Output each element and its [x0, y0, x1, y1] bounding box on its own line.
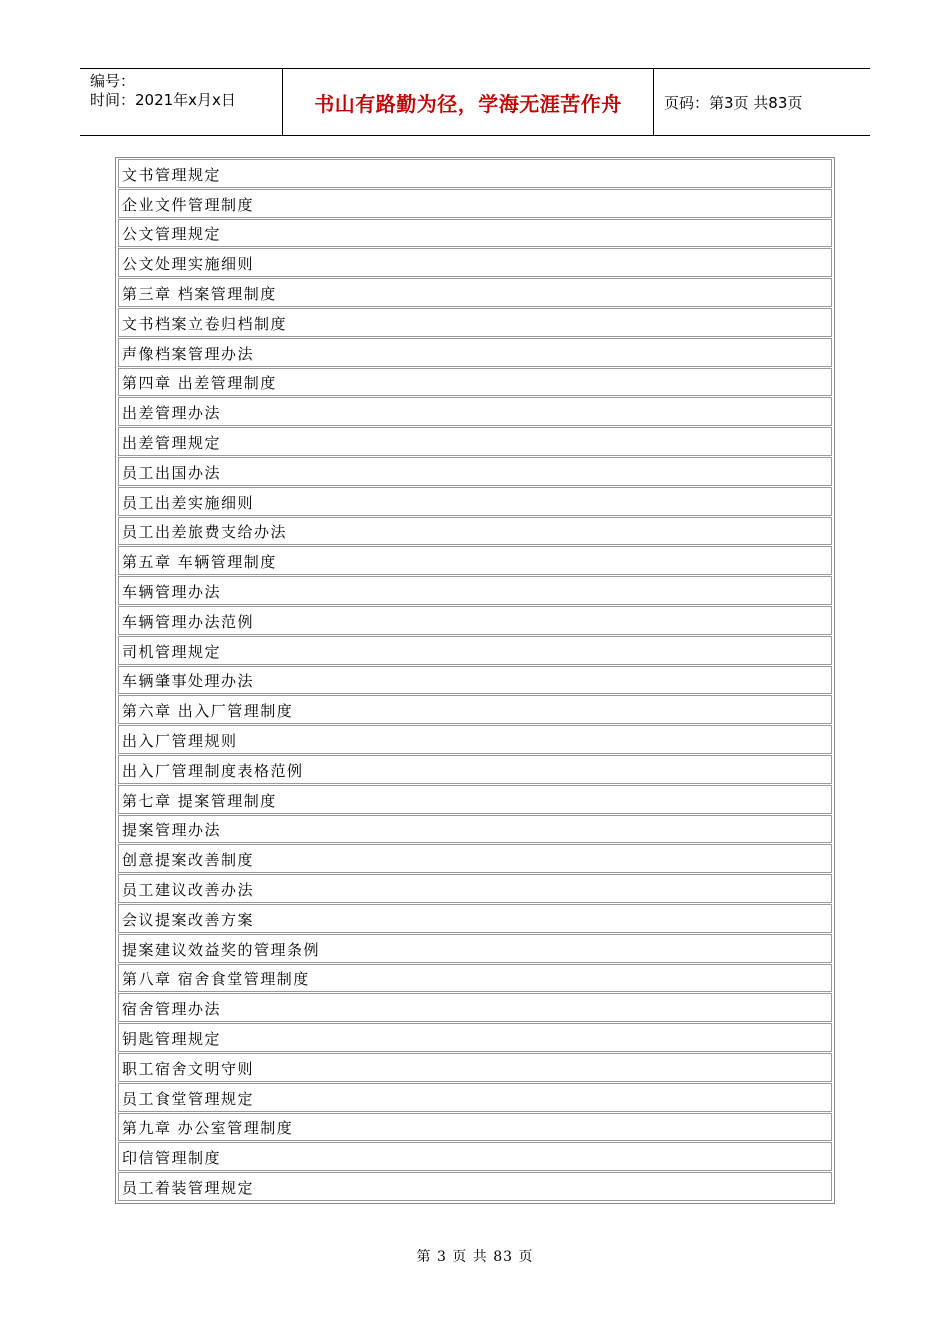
- toc-row: 第六章 出入厂管理制度: [118, 695, 832, 724]
- toc-row: 出差管理规定: [118, 427, 832, 456]
- toc-row: 提案管理办法: [118, 815, 832, 844]
- toc-row: 第八章 宿舍食堂管理制度: [118, 964, 832, 993]
- toc-row: 提案建议效益奖的管理条例: [118, 934, 832, 963]
- toc-row: 第七章 提案管理制度: [118, 785, 832, 814]
- toc-row: 出差管理办法: [118, 397, 832, 426]
- toc-row: 司机管理规定: [118, 636, 832, 665]
- toc-row: 员工出国办法: [118, 457, 832, 486]
- header-meta: [80, 69, 282, 135]
- toc-row: 钥匙管理规定: [118, 1023, 832, 1052]
- toc-row: 会议提案改善方案: [118, 904, 832, 933]
- toc-row: 文书档案立卷归档制度: [118, 308, 832, 337]
- toc-table: [115, 157, 835, 1204]
- toc-row: 员工建议改善办法: [118, 874, 832, 903]
- toc-row: 印信管理制度: [118, 1142, 832, 1171]
- toc-row: 车辆管理办法范例: [118, 606, 832, 635]
- page-footer: 第 3 页 共 83 页: [416, 1249, 534, 1265]
- document-date: 时间：2021年x月x日: [90, 91, 236, 109]
- toc-row: 创意提案改善制度: [118, 844, 832, 873]
- toc-row: 员工食堂管理规定: [118, 1083, 832, 1112]
- toc-row: 出入厂管理规则: [118, 725, 832, 754]
- document-number-label: 编号：: [90, 72, 136, 90]
- toc-row: 宿舍管理办法: [118, 993, 832, 1022]
- toc-row: 第四章 出差管理制度: [118, 368, 832, 397]
- toc-row: 公文管理规定: [118, 219, 832, 248]
- toc-row: 企业文件管理制度: [118, 189, 832, 218]
- toc-row: 职工宿舍文明守则: [118, 1053, 832, 1082]
- toc-row: 公文处理实施细则: [118, 248, 832, 277]
- toc-row: 员工着装管理规定: [118, 1172, 832, 1201]
- toc-row: 第三章 档案管理制度: [118, 278, 832, 307]
- toc-row: 文书管理规定: [118, 159, 832, 188]
- toc-row: 第五章 车辆管理制度: [118, 546, 832, 575]
- toc-row: 车辆管理办法: [118, 576, 832, 605]
- header-page-info: 页码：第3页 共83页: [664, 93, 803, 112]
- header-motto: 书山有路勤为径，学海无涯苦作舟: [282, 69, 654, 135]
- toc-row: 员工出差旅费支给办法: [118, 517, 832, 546]
- toc-row: 声像档案管理办法: [118, 338, 832, 367]
- page-header: [80, 68, 870, 136]
- toc-row: 车辆肇事处理办法: [118, 666, 832, 695]
- toc-row: 员工出差实施细则: [118, 487, 832, 516]
- toc-row: 第九章 办公室管理制度: [118, 1113, 832, 1142]
- toc-row: 出入厂管理制度表格范例: [118, 755, 832, 784]
